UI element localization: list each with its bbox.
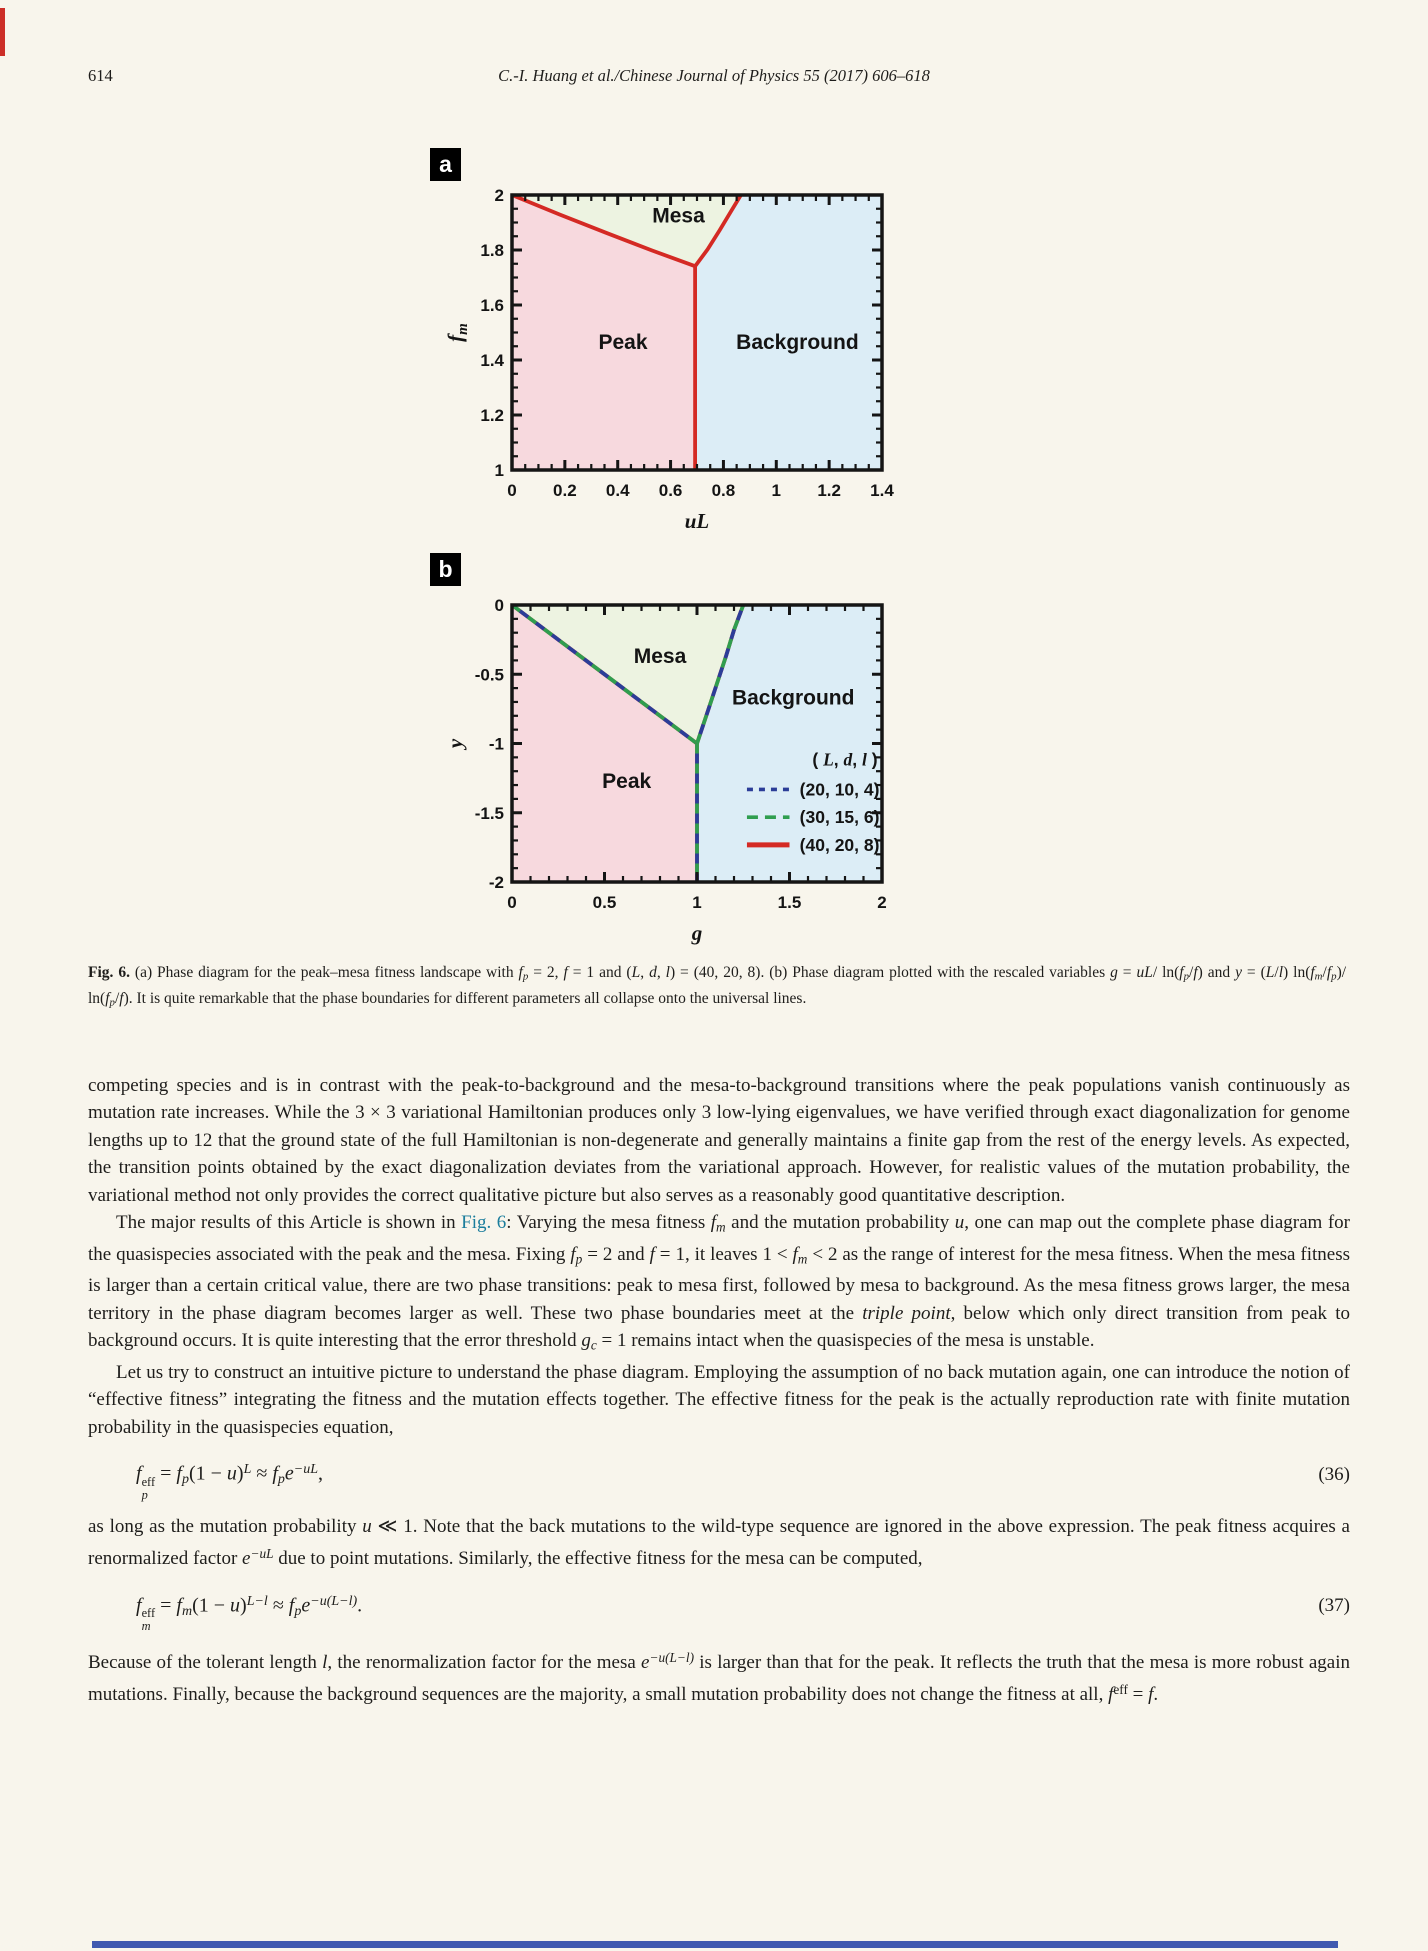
legend-header: ( L, d, l ) bbox=[812, 749, 878, 770]
x-tick-label: 1.2 bbox=[817, 481, 841, 500]
y-tick-label: 2 bbox=[494, 186, 504, 205]
legend-item-label: (20, 10, 4) bbox=[799, 779, 880, 800]
x-tick-label: 1.4 bbox=[870, 481, 894, 500]
region-label-background: Background bbox=[731, 686, 855, 710]
x-tick-label: 0.4 bbox=[605, 481, 630, 500]
x-axis-label: g bbox=[691, 921, 703, 945]
y-tick-label: -2 bbox=[488, 873, 504, 892]
panel-b-badge: b bbox=[430, 553, 461, 586]
y-tick-label: 1.4 bbox=[480, 351, 504, 370]
phase-diagram-b bbox=[430, 548, 900, 950]
x-tick-label: 2 bbox=[877, 893, 887, 912]
figure-panel-a bbox=[430, 140, 900, 550]
y-axis-label: $f_m$ bbox=[443, 323, 471, 342]
x-tick-label: 0.6 bbox=[658, 481, 683, 500]
equation-36 bbox=[88, 1456, 1350, 1502]
phase-diagram-a bbox=[430, 140, 900, 550]
body-paragraph-4: as long as the mutation probability u ≪ 1. Note that the back mutations to the wild-type sequence are ignored in the above expression. The peak fitness acquires a renormalized factor $e^{-uL}$ due to point mutations. Similarly, the effective fitness for the mesa can be computed, bbox=[88, 1515, 1350, 1570]
equation-37-math: f eff m = $fm(1 - u)^{L-l} \approx fpe^{-u(L-l)}$. bbox=[136, 1593, 363, 1634]
region-label-peak: Peak bbox=[598, 331, 648, 354]
equation-37 bbox=[88, 1588, 1350, 1634]
y-tick-label: -0.5 bbox=[474, 665, 504, 685]
x-axis-label: uL bbox=[684, 509, 710, 533]
region-label-mesa: Mesa bbox=[633, 645, 687, 669]
y-axis-label: y bbox=[443, 738, 467, 749]
body-paragraph-5: Because of the tolerant length l, the renormalization factor for the mesa $e^{-u(L-l)}$ is larger than that for the peak. It reflects the truth that the mesa is more robust again mutations. Finally, because the background sequences are the majority, a small mutation probability does not change the fitness at all, $f^{eff} = f$. bbox=[88, 1650, 1350, 1706]
y-tick-label: -1.5 bbox=[474, 803, 504, 823]
fig6-link[interactable]: Fig. 6 bbox=[461, 1212, 507, 1234]
y-tick-label: 1 bbox=[494, 461, 504, 480]
x-tick-label: 0.8 bbox=[711, 481, 736, 500]
page-number: 614 bbox=[88, 66, 113, 85]
body-paragraph-3: Let us try to construct an intuitive picture to understand the phase diagram. Employing the assumption of no back mutation again, one can introduce the notion of “effective fitness” integrating the fitness and the mutation effects together. The effective fitness for the peak is the actually reproduction rate with finite mutation probability in the quasispecies equation, bbox=[88, 1362, 1350, 1438]
region-label-mesa: Mesa bbox=[652, 204, 705, 228]
running-head: C.-I. Huang et al./Chinese Journal of Physics 55 (2017) 606–618 bbox=[498, 66, 930, 85]
body-paragraph-2: The major results of this Article is shown in Fig. 6: Varying the mesa fitness fm and the mutation probability u, one can map out the complete phase diagram for the quasispecies associated with the peak and the mesa. Fixing fp = 2 and f = 1, it leaves 1 < fm < 2 as the range of interest for the mesa fitness. When the mesa fitness is larger than a certain critical value, there are two phase transitions: peak to mesa first, followed by mesa to background. As the mesa fitness grows larger, the mesa territory in the phase diagram becomes larger as well. These two phase boundaries meet at the triple point, below which only direct transition from peak to background occurs. It is quite interesting that the error threshold gc = 1 remains intact when the quasispecies of the mesa is unstable. bbox=[88, 1212, 1350, 1353]
y-tick-label: 0 bbox=[494, 596, 504, 615]
equation-36-number: (36) bbox=[1318, 1463, 1350, 1485]
y-tick-label: -1 bbox=[488, 734, 504, 754]
panel-a-badge: a bbox=[430, 148, 461, 181]
x-tick-label: 0.5 bbox=[592, 893, 617, 912]
x-tick-label: 0 bbox=[507, 893, 517, 912]
x-tick-label: 1 bbox=[771, 481, 782, 500]
y-tick-label: 1.8 bbox=[480, 241, 504, 260]
x-tick-label: 1 bbox=[692, 893, 702, 912]
legend-item-label: (40, 20, 8) bbox=[799, 834, 880, 855]
y-tick-label: 1.2 bbox=[480, 406, 504, 425]
article-body bbox=[88, 1072, 1350, 1709]
equation-37-number: (37) bbox=[1318, 1594, 1350, 1616]
equation-36-math: f eff p = $fp(1 - u)^L \approx fpe^{-uL}$, bbox=[136, 1462, 324, 1502]
x-tick-label: 1.5 bbox=[777, 893, 802, 912]
x-tick-label: 0.2 bbox=[553, 481, 577, 500]
y-tick-label: 1.6 bbox=[480, 296, 504, 315]
region-label-background: Background bbox=[736, 331, 859, 354]
figure-panel-b bbox=[430, 548, 900, 950]
scan-artifact-red bbox=[0, 8, 5, 56]
scan-artifact-blue bbox=[92, 1941, 1338, 1948]
body-paragraph-1: competing species and is in contrast with the peak-to-background and the mesa-to-background transitions where the peak populations vanish continuously as mutation rate increases. While the 3 × 3 variational Hamiltonian produces only 3 low-lying eigenvalues, we have verified through exact diagonalization for genome lengths up to 12 that the ground state of the full Hamiltonian is non-degenerate and generally maintains a finite gap from the rest of the energy levels. As expected, the transition points obtained by the exact diagonalization deviates from the variational approach. However, for realistic values of the mutation probability, the variational method not only provides the correct qualitative picture but also serves as a reasonably good quantitative description. bbox=[88, 1075, 1350, 1206]
figure-caption: Fig. 6. (a) Phase diagram for the peak–mesa fitness landscape with fp = 2, f = 1 and (L, d, l) = (40, 20, 8). (b) Phase diagram plotted with the rescaled variables g = uL/ ln(fp/f) and y = (L/l) ln(fm/fp)/ ln(fp/f). It is quite remarkable that the phase boundaries for different parameters all collapse onto the universal lines. bbox=[88, 964, 1347, 1009]
legend-item-label: (30, 15, 6) bbox=[799, 807, 880, 828]
x-tick-label: 0 bbox=[507, 481, 517, 500]
region-label-peak: Peak bbox=[602, 769, 652, 793]
